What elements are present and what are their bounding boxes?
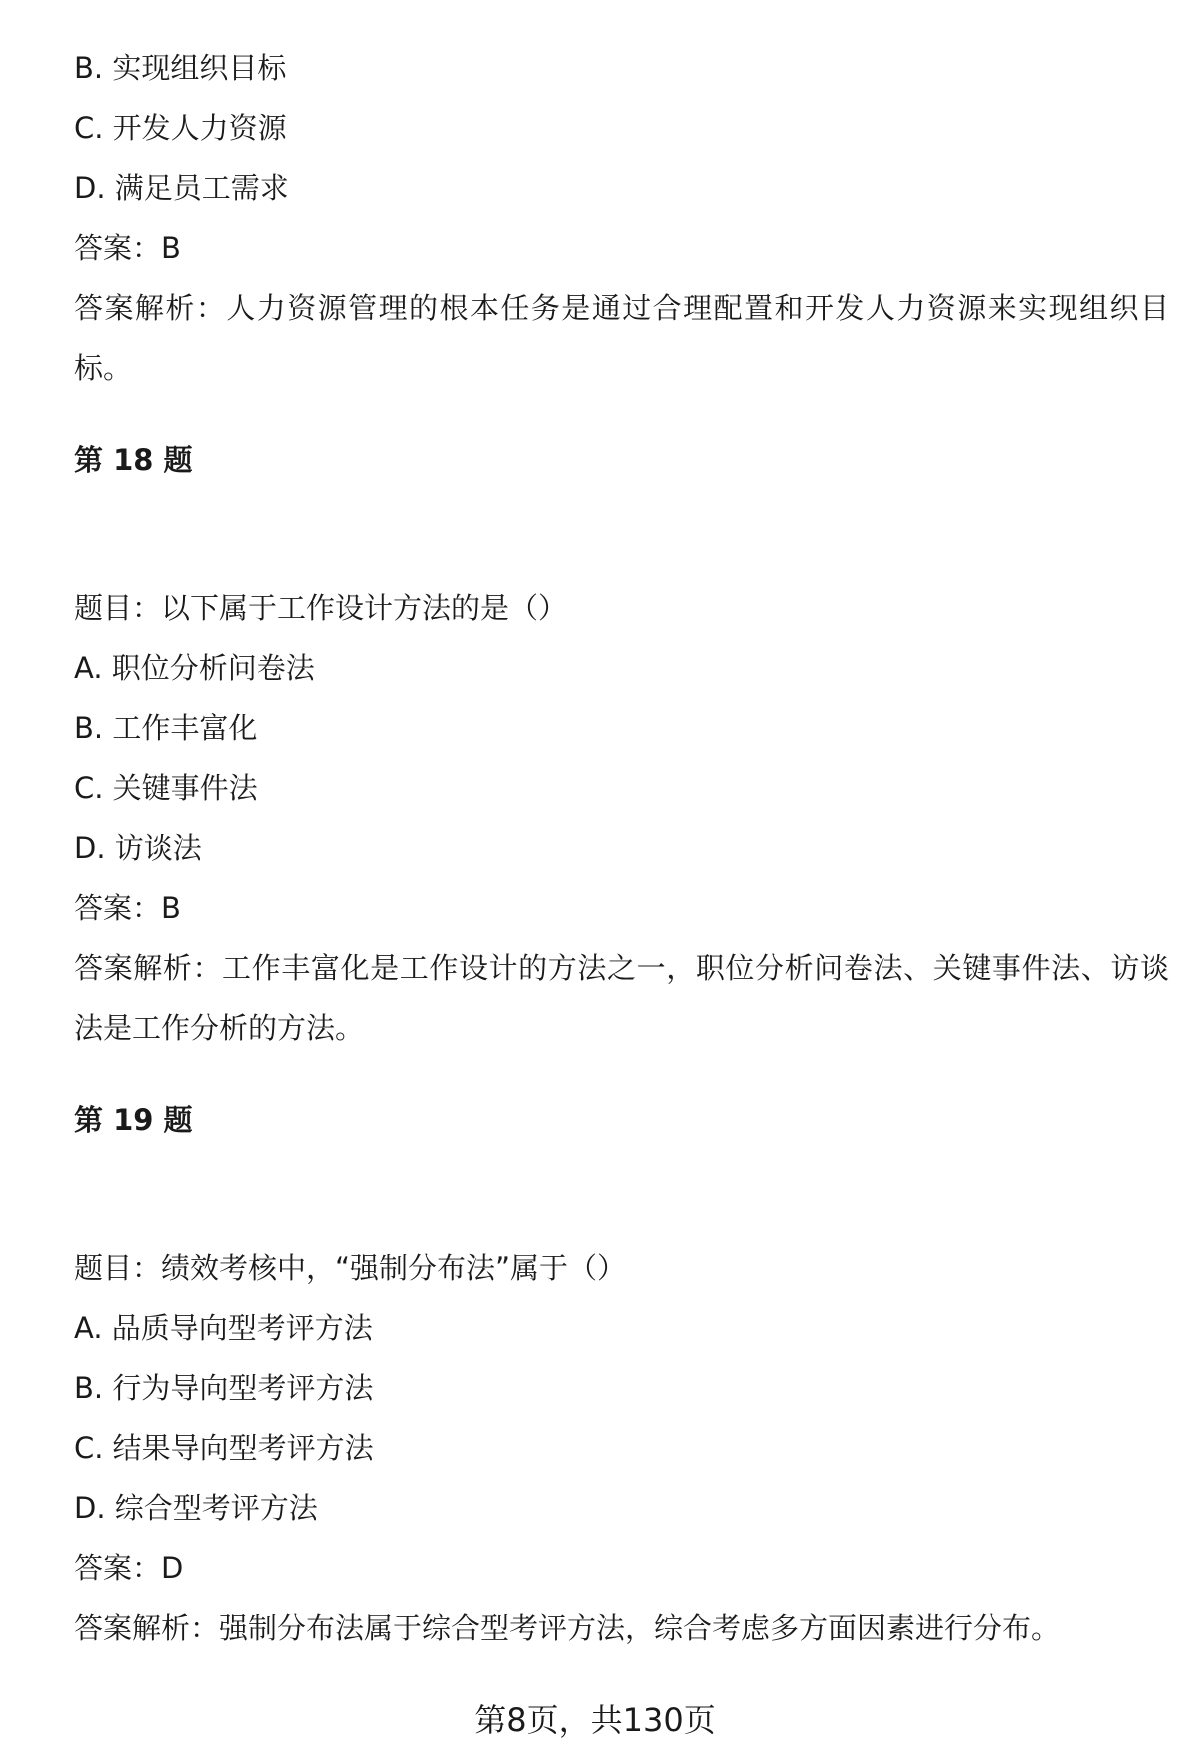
q18-option-a: A. 职位分析问卷法 (74, 651, 315, 685)
q18-answer: 答案：B (74, 891, 181, 925)
q18-option-d: D. 访谈法 (74, 831, 202, 865)
q19-option-d: D. 综合型考评方法 (74, 1491, 318, 1525)
q19-question: 题目：绩效考核中，“强制分布法”属于（） (74, 1251, 627, 1285)
q19-explanation: 答案解析：强制分布法属于综合型考评方法，综合考虑多方面因素进行分布。 (74, 1611, 1061, 1645)
q17-option-d: D. 满足员工需求 (74, 171, 289, 205)
q19-heading: 第 19 题 (74, 1103, 193, 1137)
q17-option-c: C. 开发人力资源 (74, 111, 287, 145)
q18-question: 题目：以下属于工作设计方法的是（） (74, 591, 568, 625)
q17-answer: 答案：B (74, 231, 181, 265)
q18-option-c: C. 关键事件法 (74, 771, 258, 805)
q18-option-b: B. 工作丰富化 (74, 711, 258, 745)
q19-answer: 答案：D (74, 1551, 184, 1585)
page-number-footer: 第8页，共130页 (474, 1701, 716, 1739)
q19-option-c: C. 结果导向型考评方法 (74, 1431, 374, 1465)
q18-explanation: 答案解析：工作丰富化是工作设计的方法之一，职位分析问卷法、关键事件法、访谈法是工作分析的方法。 (74, 951, 1169, 1045)
q18-heading: 第 18 题 (74, 443, 193, 477)
q17-explanation: 答案解析：人力资源管理的根本任务是通过合理配置和开发人力资源来实现组织目标。 (74, 291, 1169, 385)
q19-option-b: B. 行为导向型考评方法 (74, 1371, 374, 1405)
q17-option-b: B. 实现组织目标 (74, 51, 287, 85)
q19-option-a: A. 品质导向型考评方法 (74, 1311, 373, 1345)
